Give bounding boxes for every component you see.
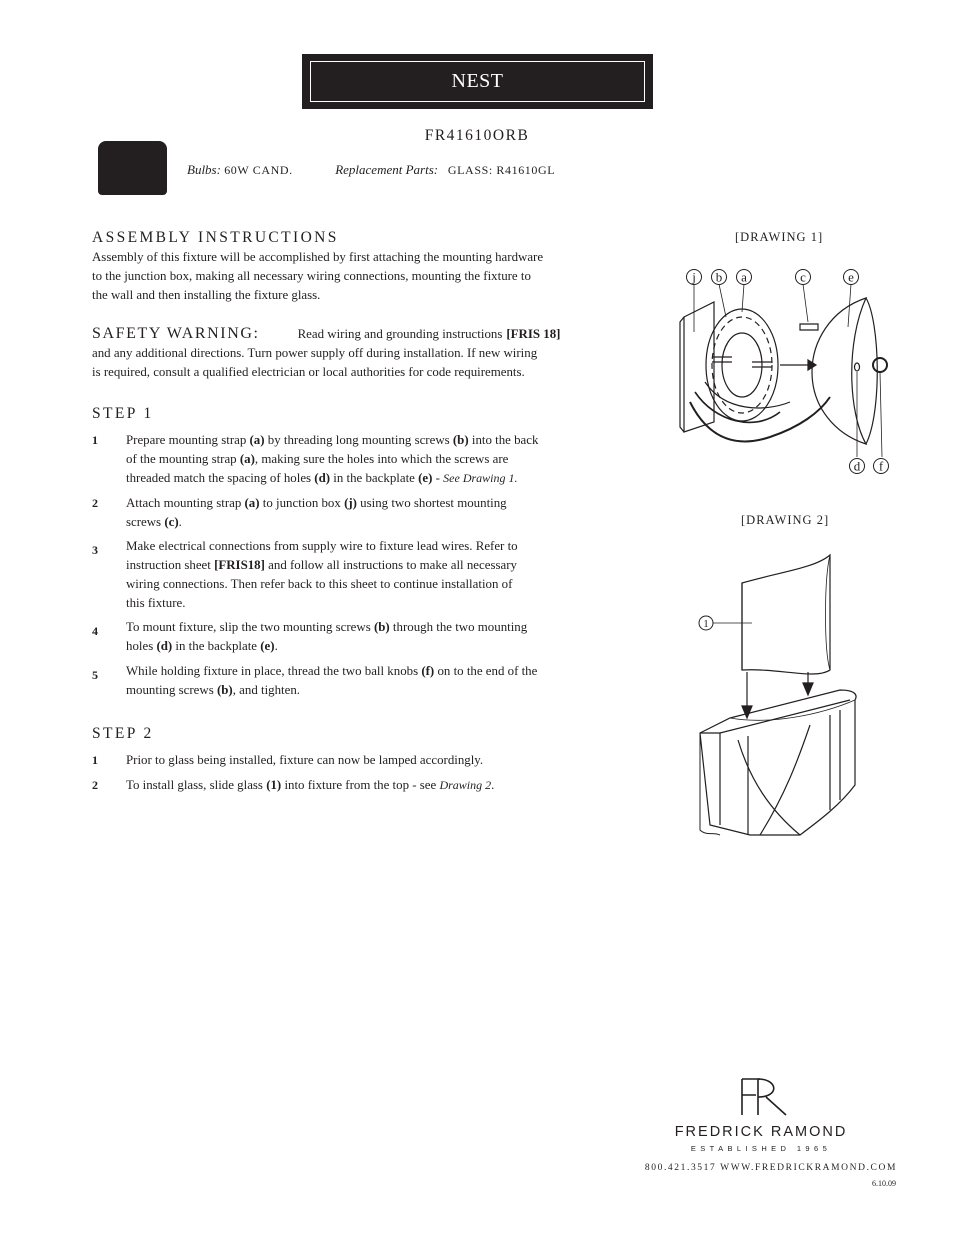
step1-heading: STEP 1 [92,405,154,422]
item-number: 2 [92,496,98,510]
fris-reference: [FRIS 18] [506,327,561,341]
established-line: ESTABLISHED 1965 [690,1144,832,1153]
bulbs-label: Bulbs: [187,162,221,177]
svg-text:c: c [800,269,806,285]
step2-heading: STEP 2 [92,725,154,742]
assembly-line: to the junction box, making all necessary wiring connections, mounting the fixture to [92,269,531,283]
drawing1-label: [DRAWING 1] [735,230,824,244]
safety-line1: Read wiring and grounding instructions [297,327,503,341]
junction-box [684,302,714,432]
drawing1-exploded-view [670,262,900,477]
item-number: 3 [92,543,98,557]
svg-text:j: j [692,269,696,285]
product-title: NEST [451,70,504,92]
item-number: 2 [92,778,98,792]
assembly-line: the wall and then installing the fixture glass. [92,288,321,302]
svg-text:d: d [853,458,861,474]
safety-block [92,325,632,382]
svg-text:f: f [878,458,884,474]
title-banner [302,54,653,109]
svg-text:b: b [715,269,723,285]
item-number: 1 [92,753,98,767]
ball-knob [873,358,887,372]
svg-text:e: e [848,269,854,285]
assembly-paragraph [92,248,632,305]
parts-value: GLASS: R41610GL [447,163,556,177]
brand-name: FREDRICK RAMOND [674,1124,848,1140]
title-frame [310,61,645,102]
item-number: 1 [92,433,98,447]
short-screw [800,324,818,330]
bulbs-value: 60W CAND. [224,163,293,177]
spec-line [187,162,555,178]
glass-shade [742,555,830,674]
svg-text:a: a [741,269,747,285]
assembly-heading: ASSEMBLY INSTRUCTIONS [92,229,339,246]
safety-heading: SAFETY WARNING: [92,325,260,342]
fr-monogram-logo [738,1077,790,1117]
safety-line3: is required, consult a qualified electrician or local authorities for code requirements. [92,365,525,379]
contact-line: 800.421.3517 WWW.FREDRICKRAMOND.COM [644,1163,897,1173]
backplate-hole [855,363,860,371]
item-number: 4 [92,624,98,638]
mounting-strap [706,309,778,421]
svg-text:1: 1 [703,618,709,630]
model-number: FR41610ORB [424,127,530,144]
assembly-line: Assembly of this fixture will be accomplished by first attaching the mounting hardware [92,250,544,264]
finish-swatch [98,141,167,195]
drawing2-label: [DRAWING 2] [741,513,830,527]
drawing2-glass-install [690,550,870,840]
revision-date: 6.10.09 [872,1179,896,1188]
parts-label: Replacement Parts: [335,162,439,177]
safety-line2: and any additional directions. Turn power supply off during installation. If new wiring [92,346,538,360]
item-number: 5 [92,668,98,682]
